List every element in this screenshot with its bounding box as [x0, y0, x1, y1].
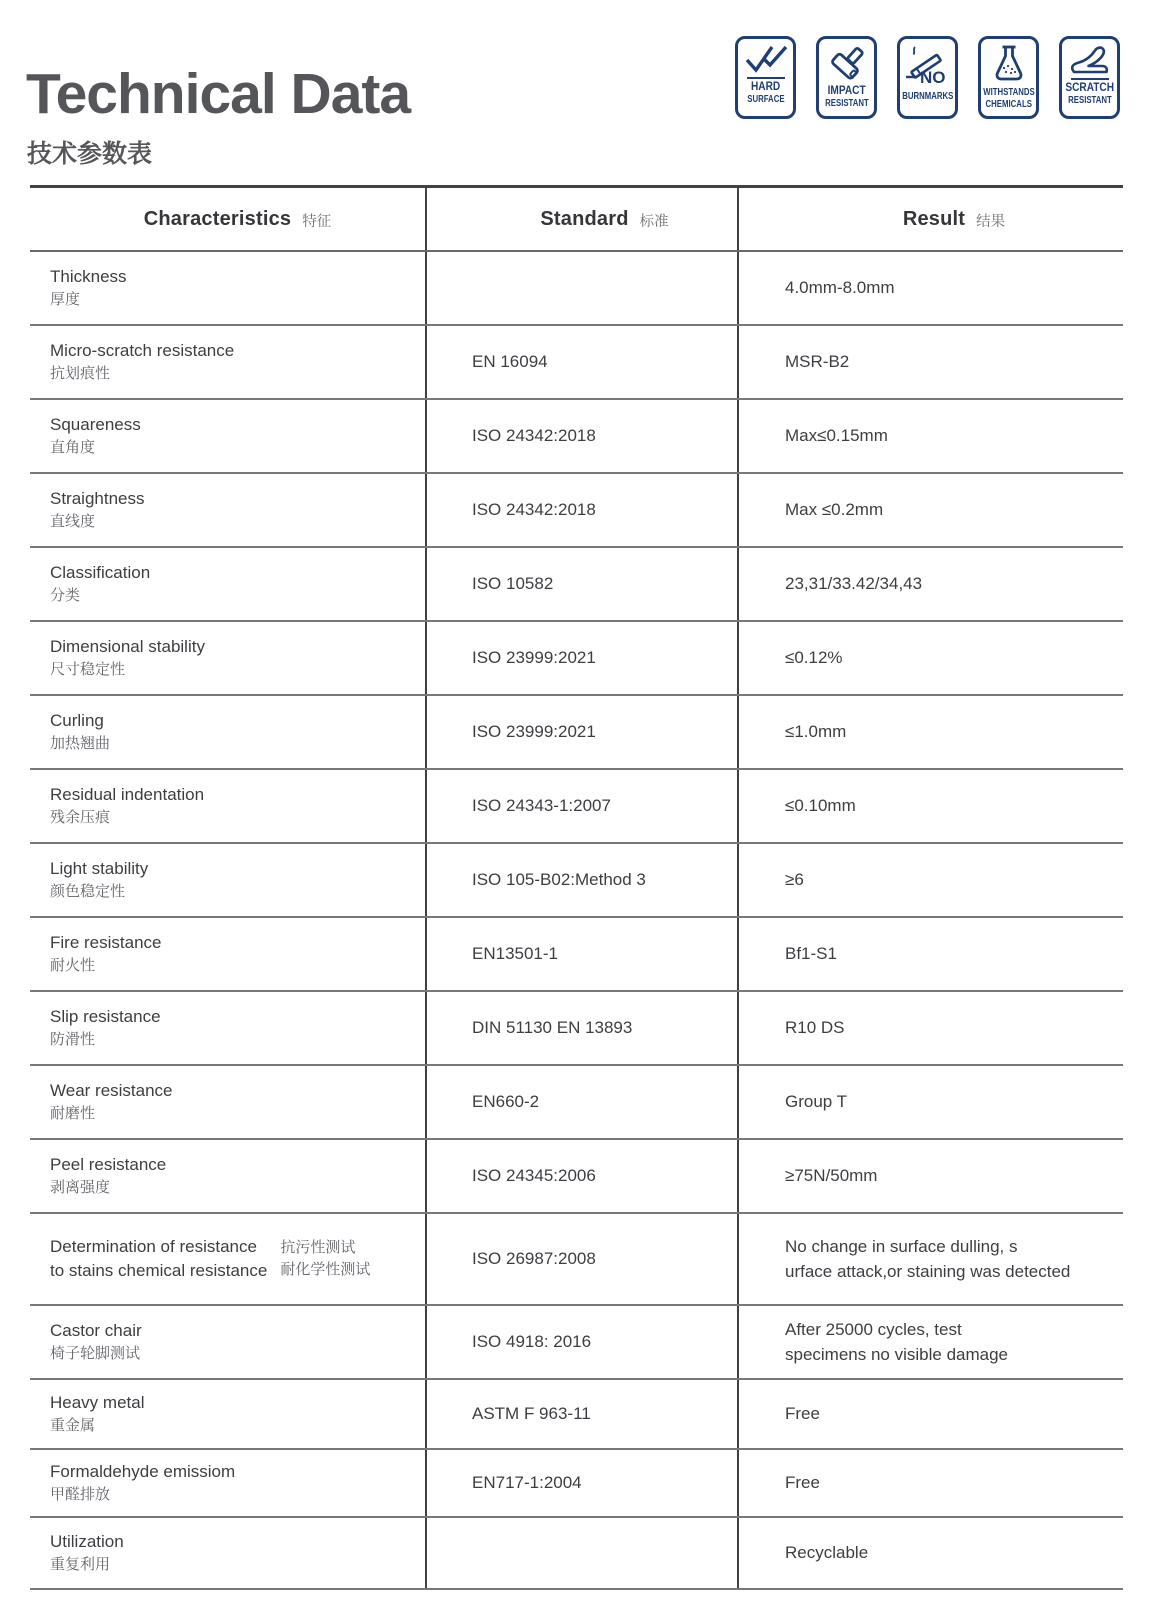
- characteristic-cn: 直角度: [50, 439, 96, 457]
- standard-value: ISO 10582: [472, 574, 554, 594]
- characteristic-cn: [280, 1237, 370, 1281]
- divider: [1071, 78, 1109, 80]
- characteristic-cn: 分类: [50, 587, 81, 605]
- characteristic-cn: 颜色稳定性: [50, 883, 126, 901]
- table-row: [30, 696, 1123, 770]
- double-check-icon: [742, 43, 790, 76]
- badge-withstands-chemicals: [978, 36, 1039, 119]
- characteristic-cn: 抗划痕性: [50, 365, 111, 383]
- characteristic-en: Straightness: [50, 489, 145, 509]
- result-cell: [737, 474, 1123, 546]
- table-row: [30, 326, 1123, 400]
- result-value: MSR-B2: [785, 352, 850, 372]
- result-value: urface attack,or staining was detected: [785, 1262, 1071, 1281]
- characteristic-cn: 耐磨性: [50, 1105, 96, 1123]
- badge-impact-resistant: [816, 36, 877, 119]
- result-value: ≤1.0mm: [785, 722, 847, 742]
- characteristic-cell: [30, 252, 425, 324]
- table-row: [30, 548, 1123, 622]
- characteristic-en: Dimensional stability: [50, 637, 205, 657]
- standard-cell: [425, 918, 737, 990]
- divider: [747, 77, 785, 79]
- badge-label: WITHSTANDS: [982, 87, 1035, 98]
- standard-cell: [425, 1140, 737, 1212]
- characteristic-en: Slip resistance: [50, 1007, 161, 1027]
- flask-icon: [985, 43, 1033, 87]
- characteristic-cell: [30, 844, 425, 916]
- characteristic-en: Utilization: [50, 1532, 124, 1552]
- characteristic-en: Castor chair: [50, 1321, 142, 1341]
- standard-cell: [425, 992, 737, 1064]
- characteristic-cell: [30, 474, 425, 546]
- result-value: specimens no visible damage: [785, 1345, 1009, 1364]
- result-value: Bf1-S1: [785, 944, 837, 964]
- result-value: After 25000 cycles, test: [785, 1319, 962, 1339]
- characteristic-cn: 厚度: [50, 291, 81, 309]
- table-row: [30, 1380, 1123, 1450]
- cigarette-icon: [903, 43, 953, 91]
- characteristic-cn: 重复利用: [50, 1556, 111, 1574]
- characteristic-en-line: Determination of resistance: [50, 1237, 257, 1257]
- header-standard-en: Standard: [540, 207, 629, 230]
- badge-no-burnmarks: [897, 36, 958, 119]
- standard-value: EN 16094: [472, 352, 548, 372]
- characteristic-en: Thickness: [50, 267, 127, 287]
- badge-label: IMPACT: [827, 85, 866, 97]
- badge-label: SURFACE: [746, 94, 785, 106]
- standard-value: ISO 24345:2006: [472, 1166, 596, 1186]
- result-cell: [737, 1380, 1123, 1448]
- characteristic-en: Formaldehyde emissiom: [50, 1462, 236, 1482]
- standard-value: ISO 23999:2021: [472, 722, 596, 742]
- table-row: [30, 1450, 1123, 1518]
- standard-cell: [425, 400, 737, 472]
- standard-cell: [425, 1380, 737, 1448]
- badge-label: RESISTANT: [1067, 95, 1112, 107]
- characteristic-cell: [30, 918, 425, 990]
- characteristic-cell: [30, 326, 425, 398]
- result-value: Free: [785, 1404, 820, 1424]
- standard-cell: [425, 622, 737, 694]
- characteristic-cell: [30, 548, 425, 620]
- characteristic-cell: [30, 770, 425, 842]
- result-cell: [737, 918, 1123, 990]
- characteristic-cell: [30, 696, 425, 768]
- result-cell: [737, 1306, 1123, 1378]
- result-cell: [737, 1214, 1123, 1304]
- table-row: [30, 918, 1123, 992]
- header-characteristics-cn: 特征: [302, 214, 332, 230]
- table-row: [30, 1214, 1123, 1306]
- result-value: Max ≤0.2mm: [785, 500, 884, 520]
- result-cell: [737, 252, 1123, 324]
- characteristic-cn: 重金属: [50, 1417, 96, 1435]
- characteristic-en: Micro-scratch resistance: [50, 341, 235, 361]
- standard-value: EN717-1:2004: [472, 1473, 582, 1493]
- result-value: Group T: [785, 1092, 848, 1112]
- result-cell: [737, 1450, 1123, 1516]
- characteristic-en: Classification: [50, 563, 151, 583]
- header-standard: [425, 188, 737, 250]
- badge-label: HARD: [750, 81, 781, 93]
- characteristic-en: Wear resistance: [50, 1081, 173, 1101]
- header-characteristics: [30, 188, 425, 250]
- page-title: Technical Data: [26, 62, 411, 126]
- result-cell: [737, 1140, 1123, 1212]
- standard-cell: [425, 844, 737, 916]
- table-row: [30, 1306, 1123, 1380]
- characteristic-cell: [30, 1450, 425, 1516]
- characteristic-cn: 甲醛排放: [50, 1486, 111, 1504]
- characteristic-cn: 残余压痕: [50, 809, 111, 827]
- badge-label: RESISTANT: [824, 98, 869, 110]
- table-row: [30, 400, 1123, 474]
- header-standard-cn: 标准: [639, 214, 669, 230]
- characteristic-cn: 尺寸稳定性: [50, 661, 126, 679]
- standard-value: ISO 24343-1:2007: [472, 796, 611, 816]
- header-result-en: Result: [902, 207, 966, 230]
- table-row: [30, 622, 1123, 696]
- header-result: [737, 188, 1123, 250]
- characteristic-cn: 耐火性: [50, 957, 96, 975]
- characteristic-en: [50, 1235, 267, 1283]
- characteristic-en-line: to stains chemical resistance: [50, 1261, 268, 1280]
- table-row: [30, 1140, 1123, 1214]
- characteristic-cell: [30, 1140, 425, 1212]
- standard-cell: [425, 770, 737, 842]
- result-cell: [737, 770, 1123, 842]
- badge-scratch-resistant: [1059, 36, 1120, 119]
- badge-label: BURNMARKS: [901, 91, 954, 102]
- result-value: ≥6: [785, 870, 804, 890]
- standard-cell: [425, 548, 737, 620]
- standard-cell: [425, 1066, 737, 1138]
- result-cell: [737, 400, 1123, 472]
- standard-value: ASTM F 963-11: [472, 1404, 591, 1424]
- result-value: Free: [785, 1473, 820, 1493]
- characteristic-cell: [30, 1306, 425, 1378]
- result-value: ≤0.12%: [785, 648, 843, 668]
- characteristic-cell: [30, 400, 425, 472]
- standard-cell: [425, 696, 737, 768]
- result-cell: [737, 548, 1123, 620]
- characteristic-cell: [30, 622, 425, 694]
- feature-badges: [735, 36, 1120, 119]
- standard-value: EN13501-1: [472, 944, 559, 964]
- standard-value: ISO 24342:2018: [472, 500, 596, 520]
- characteristic-en: Residual indentation: [50, 785, 205, 805]
- high-heel-icon: [1066, 43, 1114, 77]
- result-value: Max≤0.15mm: [785, 426, 888, 446]
- standard-value: ISO 23999:2021: [472, 648, 596, 668]
- result-cell: [737, 1066, 1123, 1138]
- table-row: [30, 1066, 1123, 1140]
- characteristic-en: Peel resistance: [50, 1155, 167, 1175]
- table-row: [30, 844, 1123, 918]
- characteristic-cell: [30, 1214, 425, 1304]
- standard-cell: [425, 326, 737, 398]
- header-characteristics-en: Characteristics: [143, 207, 292, 230]
- header-result-cn: 结果: [976, 214, 1006, 230]
- standard-value: DIN 51130 EN 13893: [472, 1018, 633, 1038]
- characteristic-en: Squareness: [50, 415, 141, 435]
- standard-value: ISO 105-B02:Method 3: [472, 870, 646, 890]
- result-cell: [737, 844, 1123, 916]
- result-cell: [737, 326, 1123, 398]
- characteristic-cn: 加热翘曲: [50, 735, 111, 753]
- characteristic-en: Light stability: [50, 859, 149, 879]
- table-row: [30, 992, 1123, 1066]
- standard-cell: [425, 1518, 737, 1588]
- standard-value: ISO 4918: 2016: [472, 1332, 592, 1352]
- result-value: R10 DS: [785, 1018, 845, 1038]
- table-header-row: [30, 188, 1123, 252]
- result-value: ≤0.10mm: [785, 796, 856, 816]
- table-row: [30, 770, 1123, 844]
- table-row: [30, 474, 1123, 548]
- result-value: 4.0mm-8.0mm: [785, 278, 895, 298]
- characteristic-cn-line: 耐化学性测试: [280, 1261, 371, 1278]
- no-label: NO: [919, 68, 945, 87]
- standard-value: EN660-2: [472, 1092, 540, 1112]
- result-cell: [737, 1518, 1123, 1588]
- standard-cell: [425, 474, 737, 546]
- characteristic-en: Fire resistance: [50, 933, 162, 953]
- characteristic-cn: 直线度: [50, 513, 96, 531]
- table-row: [30, 252, 1123, 326]
- table-row: [30, 1518, 1123, 1590]
- badge-label: SCRATCH: [1065, 82, 1114, 94]
- characteristic-cell: [30, 1066, 425, 1138]
- result-value: ≥75N/50mm: [785, 1166, 878, 1186]
- characteristic-cell: [30, 992, 425, 1064]
- standard-cell: [425, 1214, 737, 1304]
- technical-data-table: [30, 185, 1123, 1590]
- characteristic-cn: 防滑性: [50, 1031, 96, 1049]
- result-cell: [737, 696, 1123, 768]
- standard-value: ISO 24342:2018: [472, 426, 596, 446]
- characteristic-cell: [30, 1518, 425, 1588]
- characteristic-cn: 椅子轮脚测试: [50, 1345, 141, 1363]
- result-cell: [737, 622, 1123, 694]
- characteristic-cn-line: 抗污性测试: [280, 1239, 356, 1257]
- standard-value: ISO 26987:2008: [472, 1249, 596, 1269]
- characteristic-cell: [30, 1380, 425, 1448]
- result-cell: [737, 992, 1123, 1064]
- table-body: [30, 252, 1123, 1590]
- page-subtitle: 技术参数表: [27, 140, 153, 168]
- characteristic-lines: [50, 1235, 425, 1283]
- mallet-icon: [823, 43, 871, 85]
- result-value: 23,31/33.42/34,43: [785, 574, 923, 594]
- characteristic-en: Heavy metal: [50, 1393, 145, 1413]
- result-value: No change in surface dulling, s: [785, 1236, 1018, 1256]
- result-value: Recyclable: [785, 1543, 869, 1563]
- standard-cell: [425, 1450, 737, 1516]
- badge-hard-surface: [735, 36, 796, 119]
- characteristic-cn: 剥离强度: [50, 1179, 111, 1197]
- badge-label: CHEMICALS: [985, 98, 1032, 110]
- standard-cell: [425, 1306, 737, 1378]
- characteristic-en: Curling: [50, 711, 104, 731]
- standard-cell: [425, 252, 737, 324]
